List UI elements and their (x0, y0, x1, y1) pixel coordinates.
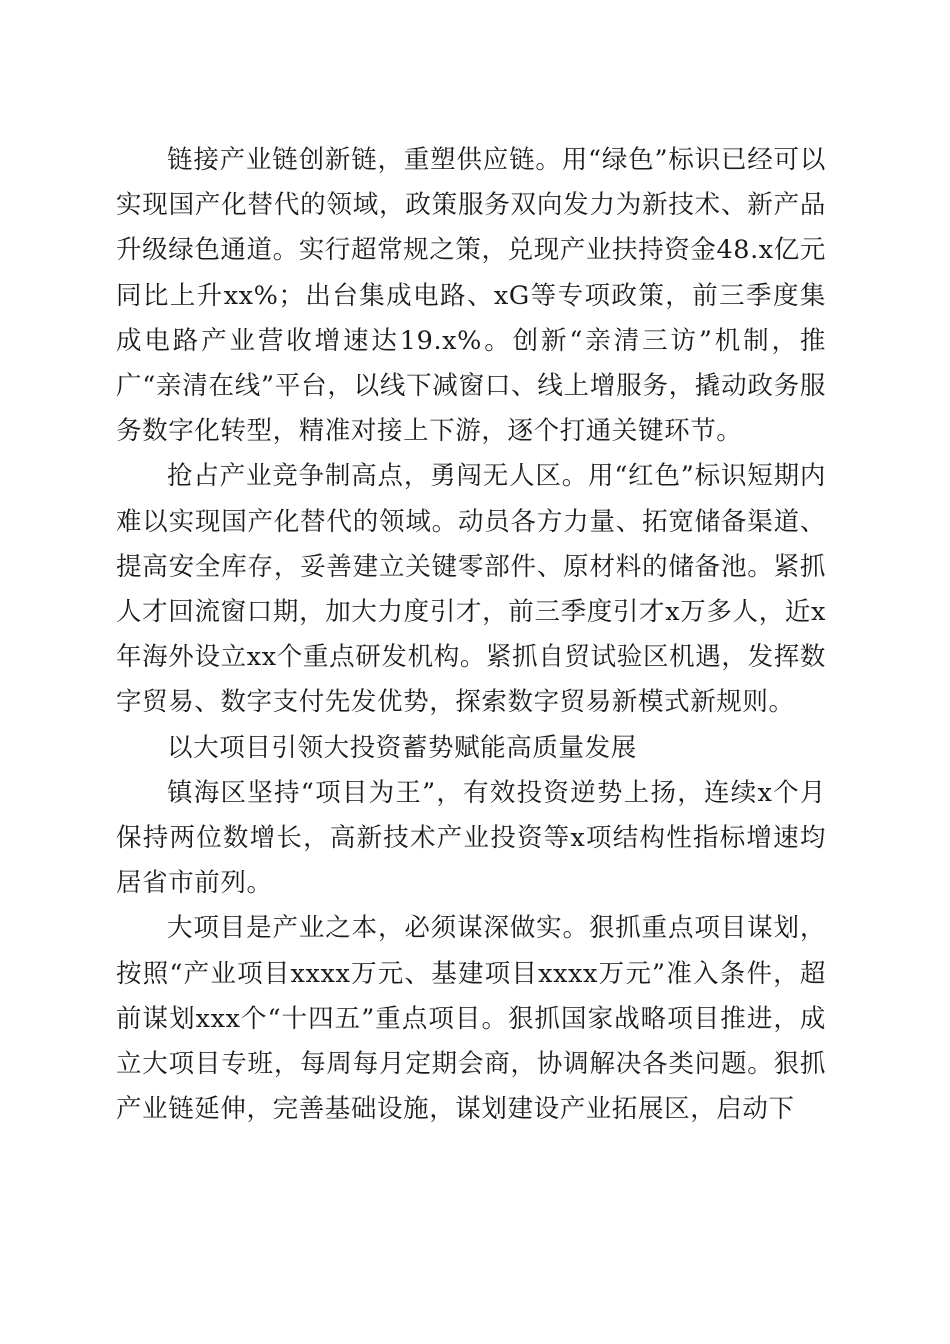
paragraph-zhenhai-intro: 镇海区坚持“项目为王”，有效投资逆势上扬，连续x个月保持两位数增长，高新技术产业投资等x项结构性指标增速均居省市前列。 (116, 777, 826, 899)
document-body (116, 138, 826, 1132)
paragraph-major-projects: 大项目是产业之本，必须谋深做实。狠抓重点项目谋划，按照“产业项目xxxx万元、基建项目xxxx万元”准入条件，超前谋划xxx个“十四五”重点项目。狠抓国家战略项目推进，成立大项目专班，每周每月定期会商，协调解决各类问题。狠抓产业链延伸，完善基础设施，谋划建设产业拓展区，启动下 (116, 913, 826, 1125)
paragraph-red-label: 抢占产业竞争制高点，勇闯无人区。用“红色”标识短期内难以实现国产化替代的领域。动员各方力量、拓宽储备渠道、提高安全库存，妥善建立关键零部件、原材料的储备池。紧抓人才回流窗口期，加大力度引才，前三季度引才x万多人，近x年海外设立xx个重点研发机构。紧抓自贸试验区机遇，发挥数字贸易、数字支付先发优势，探索数字贸易新模式新规则。 (116, 461, 826, 718)
section-heading: 以大项目引领大投资蓄势赋能高质量发展 (167, 732, 637, 763)
paragraph-green-label: 链接产业链创新链，重塑供应链。用“绿色”标识已经可以实现国产化替代的领域，政策服务双向发力为新技术、新产品升级绿色通道。实行超常规之策，兑现产业扶持资金48.x亿元同比上升xx%；出台集成电路、xG等专项政策，前三季度集成电路产业营收增速达19.x%。创新“亲清三访”机制，推广“亲清在线”平台，以线下减窗口、线上增服务，撬动政务服务数字化转型，精准对接上下游，逐个打通关键环节。 (116, 145, 826, 447)
